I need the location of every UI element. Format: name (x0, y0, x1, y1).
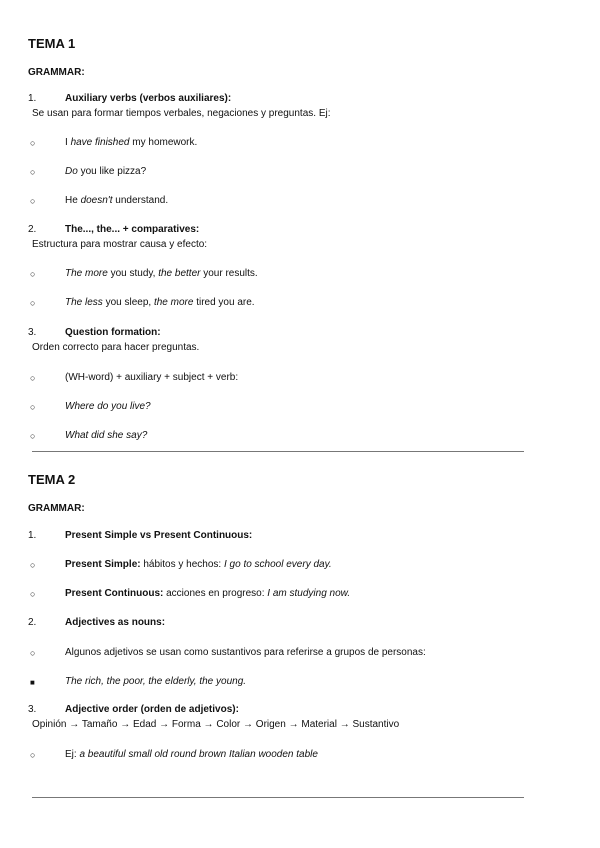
tema2-s2-example-2: The rich, the poor, the elderly, the young. (65, 676, 247, 687)
circle-bullet-icon: ○ (30, 589, 36, 599)
tema1-s1-example-3: He doesn't understand. (65, 195, 169, 206)
tema1-grammar-label: GRAMMAR: (28, 67, 85, 78)
tema2-s2-number: 2. (28, 617, 37, 628)
tema1-s3-example-2: Where do you live? (65, 401, 151, 412)
circle-bullet-icon: ○ (30, 373, 36, 383)
tema2-s2-example-1: Algunos adjetivos se usan como sustantivos para referirse a grupos de personas: (65, 647, 426, 658)
section-divider (32, 797, 524, 798)
circle-bullet-icon: ○ (30, 298, 36, 308)
tema2-s3-example-1: Ej: a beautiful small old round brown Italian wooden table (65, 749, 318, 760)
circle-bullet-icon: ○ (30, 648, 36, 658)
circle-bullet-icon: ○ (30, 560, 36, 570)
tema1-s2-heading: The..., the... + comparatives: (65, 224, 200, 235)
circle-bullet-icon: ○ (30, 138, 36, 148)
tema1-s1-heading: Auxiliary verbs (verbos auxiliares): (65, 93, 232, 104)
circle-bullet-icon: ○ (30, 167, 36, 177)
tema1-s1-number: 1. (28, 93, 37, 104)
tema2-s1-number: 1. (28, 530, 37, 541)
tema2-s2-heading: Adjectives as nouns: (65, 617, 166, 628)
tema1-s2-example-2: The less you sleep, the more tired you are. (65, 297, 255, 308)
tema1-s3-example-3: What did she say? (65, 430, 148, 441)
tema2-s1-example-1: Present Simple: hábitos y hechos: I go to school every day. (65, 559, 332, 570)
square-bullet-icon: ■ (30, 678, 35, 687)
tema1-s2-number: 2. (28, 224, 37, 235)
tema2-s3-number: 3. (28, 704, 37, 715)
tema1-s3-heading: Question formation: (65, 327, 161, 338)
tema1-s2-example-1: The more you study, the better your results. (65, 268, 258, 279)
section-divider (32, 451, 524, 452)
tema2-s1-example-2: Present Continuous: acciones en progreso: I am studying now. (65, 588, 351, 599)
tema1-s3-example-1: (WH-word) + auxiliary + subject + verb: (65, 372, 239, 383)
tema1-title: TEMA 1 (28, 36, 76, 51)
tema2-title: TEMA 2 (28, 472, 76, 487)
circle-bullet-icon: ○ (30, 750, 36, 760)
tema2-s3-heading: Adjective order (orden de adjetivos): (65, 704, 239, 715)
circle-bullet-icon: ○ (30, 196, 36, 206)
tema1-s2-description: Estructura para mostrar causa y efecto: (32, 239, 208, 250)
tema2-s1-heading: Present Simple vs Present Continuous: (65, 530, 253, 541)
tema2-grammar-label: GRAMMAR: (28, 503, 85, 514)
tema1-s3-description: Orden correcto para hacer preguntas. (32, 342, 200, 353)
tema2-s3-description: Opinión → Tamaño → Edad → Forma → Color → Origen → Material → Sustantivo (32, 719, 400, 730)
tema1-s1-example-1: I have finished my homework. (65, 137, 198, 148)
circle-bullet-icon: ○ (30, 431, 36, 441)
circle-bullet-icon: ○ (30, 402, 36, 412)
circle-bullet-icon: ○ (30, 269, 36, 279)
tema1-s1-example-2: Do you like pizza? (65, 166, 147, 177)
tema1-s1-description: Se usan para formar tiempos verbales, negaciones y preguntas. Ej: (32, 108, 331, 119)
tema1-s3-number: 3. (28, 327, 37, 338)
